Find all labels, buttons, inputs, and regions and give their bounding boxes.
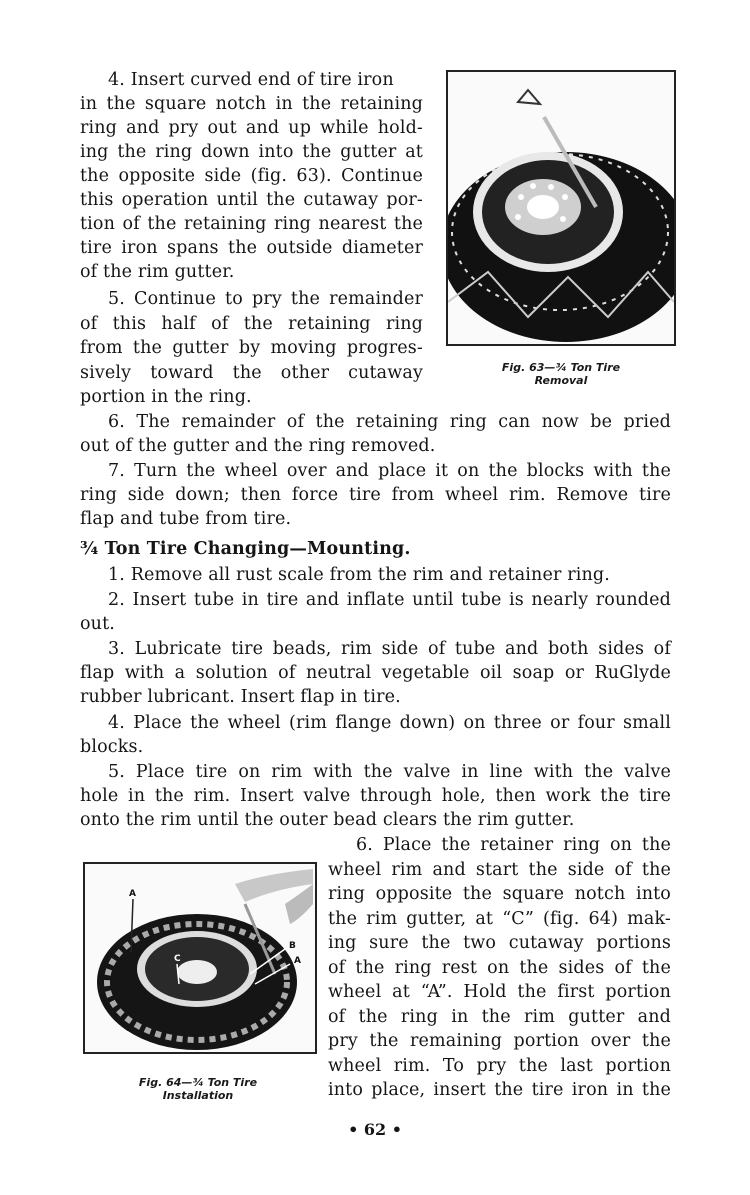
text-line: 1. Remove all rust scale from the rim and retainer ring.	[108, 565, 610, 585]
text-line: 4. Place the wheel (rim flange down) on three or four small	[108, 713, 671, 733]
text-line: flap with a solution of neutral vegetable oil soap or RuGlyde	[80, 663, 671, 683]
text-line: 6. The remainder of the retaining ring can now be pried	[108, 412, 671, 432]
page-number: • 62 •	[348, 1120, 402, 1139]
text-line: 7. Turn the wheel over and place it on the blocks with the	[108, 461, 671, 481]
text-line: wheel rim and start the side of the	[328, 860, 671, 880]
text-line: 5. Place tire on rim with the valve in line with the valve	[108, 762, 671, 782]
text-line: 5. Continue to pry the remainder	[108, 289, 423, 309]
label-b: B	[289, 941, 296, 951]
text-line: 6. Place the retainer ring on the	[356, 835, 671, 855]
text-line: this operation until the cutaway por-	[80, 190, 423, 210]
text-line: 3. Lubricate tire beads, rim side of tube and both sides of	[108, 639, 671, 659]
text-line: ring side down; then force tire from wheel rim. Remove tire	[80, 485, 671, 505]
caption-line: Removal	[534, 374, 588, 387]
text-line: of the ring rest on the sides of the	[328, 958, 671, 978]
text-line: of the ring in the rim gutter and	[328, 1007, 671, 1027]
text-line: 4. Insert curved end of tire iron	[108, 70, 394, 90]
text-line: ring opposite the square notch into	[328, 884, 671, 904]
section-heading-mounting: ¾ Ton Tire Changing—Mounting.	[80, 539, 411, 559]
text-line: the opposite side (fig. 63). Continue	[80, 166, 423, 186]
label-c: C	[174, 954, 181, 964]
text-line: rubber lubricant. Insert flap in tire.	[80, 687, 401, 707]
text-line: the rim gutter, at “C” (fig. 64) mak-	[328, 909, 671, 929]
figure-63-tire-removal-image	[446, 70, 676, 346]
text-line: ing the ring down into the gutter at	[80, 142, 423, 162]
text-line: from the gutter by moving progres-	[80, 338, 423, 358]
text-line: tion of the retaining ring nearest the	[80, 214, 423, 234]
text-line: ing sure the two cutaway portions	[328, 933, 671, 953]
figure-64-tire-installation-image	[83, 862, 317, 1054]
label-a-left: A	[129, 889, 136, 899]
text-line: sively toward the other cutaway	[80, 363, 423, 383]
text-line: blocks.	[80, 737, 144, 757]
text-line: of this half of the retaining ring	[80, 314, 423, 334]
text-line: pry the remaining portion over the	[328, 1031, 671, 1051]
text-line: 2. Insert tube in tire and inflate until tube is nearly rounded	[108, 590, 671, 610]
caption-line: Fig. 63—¾ Ton Tire	[501, 361, 621, 374]
text-line: out of the gutter and the ring removed.	[80, 436, 436, 456]
text-line: in the square notch in the retaining	[80, 94, 423, 114]
text-line: hole in the rim. Insert valve through hole, then work the tire	[80, 786, 671, 806]
text-line: wheel at “A”. Hold the first portion	[328, 982, 671, 1002]
tire-illustration-icon	[448, 72, 674, 344]
label-a-right: A	[294, 956, 301, 966]
text-line: flap and tube from tire.	[80, 509, 292, 529]
text-line: of the rim gutter.	[80, 262, 235, 282]
text-line: out.	[80, 614, 116, 634]
tire-installation-illustration-icon	[85, 864, 315, 1052]
caption-line: Fig. 64—¾ Ton Tire	[138, 1076, 258, 1089]
text-line: wheel rim. To pry the last portion	[328, 1056, 671, 1076]
text-line: onto the rim until the outer bead clears the rim gutter.	[80, 810, 575, 830]
caption-line: Installation	[162, 1089, 234, 1102]
figure-64-caption	[83, 1076, 313, 1102]
text-line: tire iron spans the outside diameter	[80, 238, 423, 258]
text-line: ring and pry out and up while hold-	[80, 118, 423, 138]
text-line: portion in the ring.	[80, 387, 252, 407]
text-line: into place, insert the tire iron in the	[328, 1080, 671, 1100]
figure-63-caption	[446, 361, 676, 387]
